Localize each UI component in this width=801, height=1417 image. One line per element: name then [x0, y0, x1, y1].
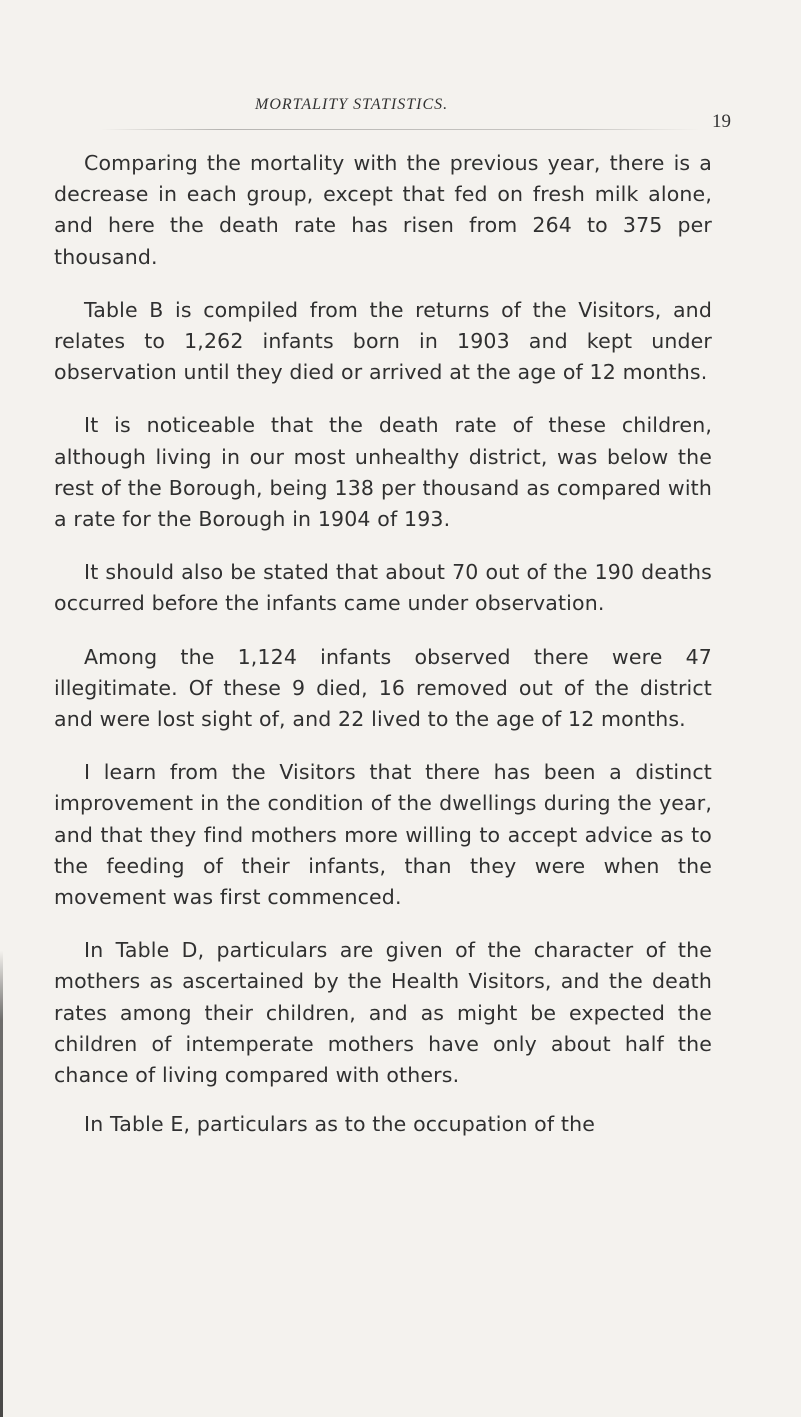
paragraph-mortality-comparison: Comparing the mortality with the previous year, there is a decrease in each group, except that fed on fresh milk alone, and here the death rate has risen from 264 to 375 per thousand. [54, 151, 712, 269]
page-number: 19 [712, 111, 731, 132]
page-edge-shadow [0, 950, 3, 1417]
paragraph-table-d: In Table D, particulars are given of the character of the mothers as ascertained by the Health Visitors, and the death rates among their children, and as might be expected the children of intemperate mothers have only about half the chance of living compared with others. [54, 938, 712, 1088]
body-text [54, 148, 712, 1162]
header-rule [100, 129, 700, 130]
running-head: MORTALITY STATISTICS. [255, 96, 449, 113]
paragraph-death-rate: It is noticeable that the death rate of these children, although living in our most unhealthy district, was below the rest of the Borough, being 138 per thousand as compared with a rate for the Borough in 1904 of 193. [54, 413, 712, 532]
paragraph-visitors-improvement: I learn from the Visitors that there has been a distinct improvement in the condition of the dwellings during the year, and that they find mothers more willing to accept advice as to the feeding of their infants, than they were when the movement was first commenced. [54, 760, 712, 910]
paragraph-table-e: In Table E, particulars as to the occupation of the [84, 1112, 595, 1137]
paragraph-table-b: Table B is compiled from the returns of the Visitors, and relates to 1,262 infants born in 1903 and kept under observation until they died or arrived at the age of 12 months. [54, 297, 712, 385]
paragraph-deaths-before-observation: It should also be stated that about 70 out of the 190 deaths occurred before the infants came under observation. [54, 560, 712, 616]
paragraph-illegitimate: Among the 1,124 infants observed there were 47 illegitimate. Of these 9 died, 16 removed out of the district and were lost sight of, and 22 lived to the age of 12 months. [54, 644, 712, 732]
